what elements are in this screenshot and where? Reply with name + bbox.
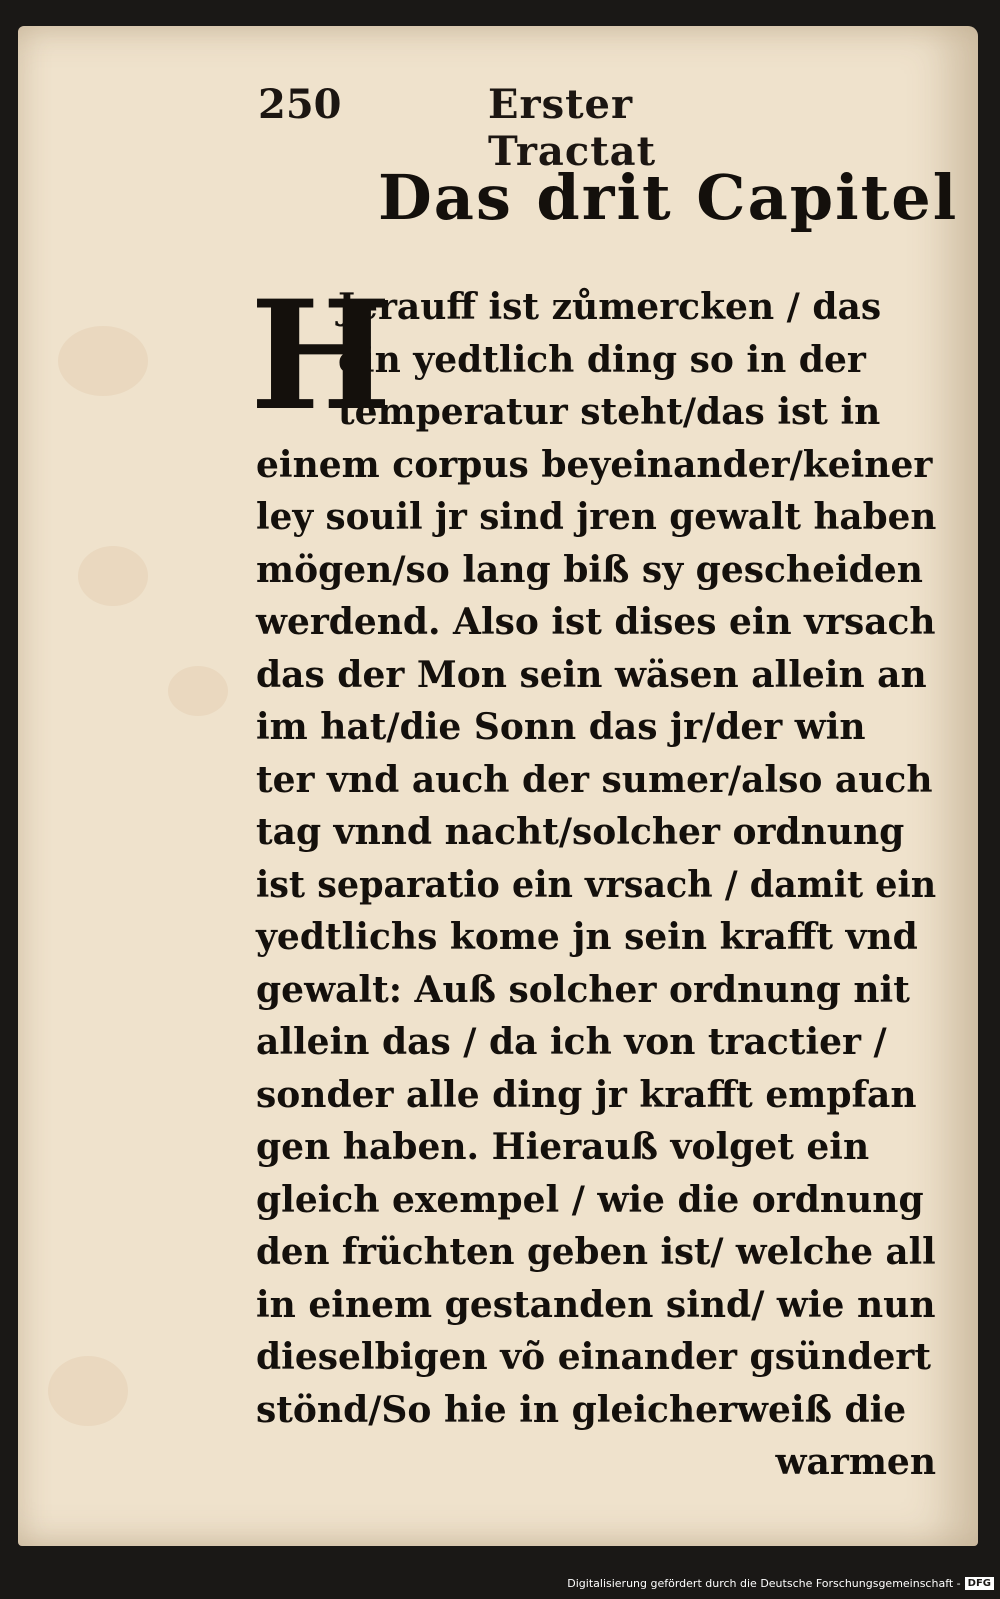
text-line: tag vnnd nacht/solcher ordnung	[256, 811, 905, 853]
text-line: dieselbigen võ einander gsündert	[256, 1336, 931, 1378]
text-line: ter vnd auch der sumer/also auch	[256, 758, 933, 801]
text-line: einem corpus beyeinander/keiner	[256, 443, 933, 486]
text-line: stönd/So hie in gleicherweiß die	[256, 1388, 907, 1431]
text-line: ein yedtlich ding so in der	[338, 338, 866, 381]
paper-stain	[48, 1356, 128, 1426]
dfg-logo: DFG	[965, 1577, 994, 1590]
text-line: ley souil jr sind jren gewalt haben	[256, 496, 937, 538]
digitization-credit	[567, 1573, 994, 1593]
running-head: Erster Tractat	[488, 81, 657, 175]
credit-text: Digitalisierung gefördert durch die Deutsche Forschungsgemeinschaft -	[567, 1576, 961, 1590]
body-text	[250, 268, 937, 1489]
text-line: gewalt: Auß solcher ordnung nit	[256, 968, 910, 1011]
text-line: den früchten geben ist/ welche all	[256, 1231, 936, 1273]
text-line: in einem gestanden sind/ wie nun	[256, 1283, 936, 1326]
text-line: allein das / da ich von tractier /	[256, 1021, 887, 1063]
chapter-title: Das drit Capitel	[378, 161, 959, 234]
text-line: yedtlichs kome jn sein krafft vnd	[256, 916, 918, 958]
page-number: 250	[258, 81, 342, 128]
paper-stain	[168, 666, 228, 716]
text-line: das der Mon sein wäsen allein an	[256, 653, 927, 696]
text-line: gleich exempel / wie die ordnung	[256, 1178, 924, 1221]
text-line: Jerauff ist zůmercken / das	[338, 286, 882, 328]
paper-stain	[58, 326, 148, 396]
text-line: im hat/die Sonn das jr/der win	[256, 706, 866, 748]
text-line: gen haben. Hierauß volget ein	[256, 1126, 870, 1168]
text-line: ist separatio ein vrsach / damit ein	[256, 863, 937, 906]
text-line: mögen/so lang biß sy gescheiden	[256, 548, 923, 591]
catchword: warmen	[775, 1441, 936, 1483]
text-line: werdend. Also ist dises ein vrsach	[256, 601, 936, 643]
drop-cap-initial: H	[250, 268, 392, 444]
book-page	[18, 26, 978, 1546]
text-line: sonder alle ding jr krafft empfan	[256, 1073, 917, 1116]
page-header	[258, 81, 758, 175]
paper-stain	[78, 546, 148, 606]
text-line: temperatur steht/das ist in	[338, 391, 881, 433]
